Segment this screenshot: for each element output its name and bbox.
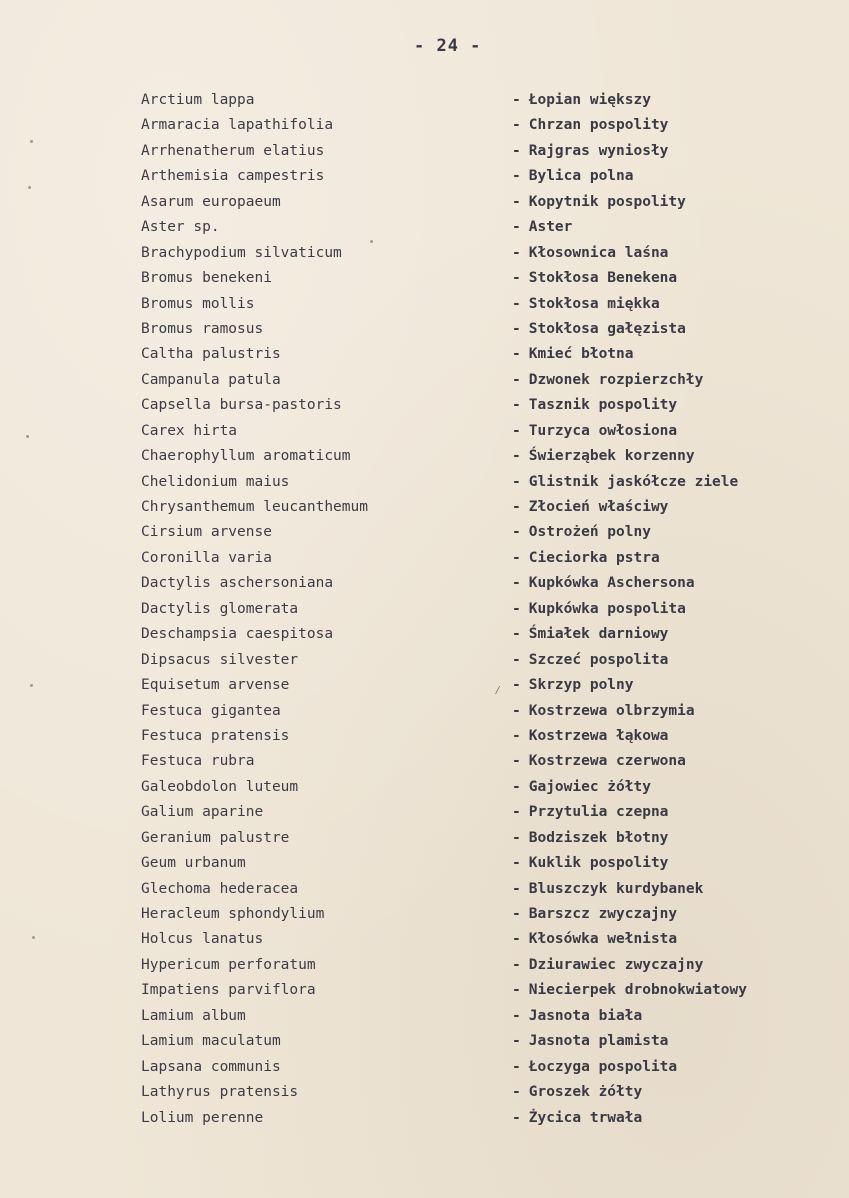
dash-separator: - <box>512 778 521 795</box>
polish-name <box>512 495 668 520</box>
polish-name <box>512 317 686 342</box>
latin-name: Impatiens parviflora <box>141 982 316 999</box>
dash-separator: - <box>512 982 521 999</box>
dash-separator: - <box>512 651 521 668</box>
polish-name <box>512 444 695 469</box>
latin-name: Chrysanthemum leucanthemum <box>141 499 368 515</box>
species-row <box>0 673 849 698</box>
dash-separator: - <box>512 931 521 948</box>
latin-name: Chaerophyllum aromaticum <box>141 448 351 465</box>
polish-name <box>512 699 695 724</box>
polish-name <box>512 419 677 444</box>
species-row <box>0 292 849 317</box>
dash-separator: - <box>512 677 521 694</box>
latin-name: Brachypodium silvaticum <box>141 244 342 261</box>
dash-separator: - <box>512 371 521 388</box>
polish-name-text: Życica trwała <box>528 1109 643 1126</box>
polish-name-text: Kłosownica laśna <box>528 244 669 261</box>
polish-name <box>512 775 651 800</box>
polish-name-text: Ostrożeń polny <box>528 524 651 541</box>
species-row <box>0 419 849 444</box>
latin-name: Bromus ramosus <box>141 320 264 337</box>
species-row <box>0 317 849 342</box>
dash-separator: - <box>512 880 521 897</box>
species-row <box>0 927 849 952</box>
polish-name <box>512 597 686 622</box>
dash-separator: - <box>512 92 521 108</box>
polish-name <box>512 1106 642 1131</box>
species-row <box>0 1106 849 1131</box>
species-row <box>0 1055 849 1080</box>
latin-name: Bromus benekeni <box>141 270 272 287</box>
latin-name: Lapsana communis <box>141 1058 281 1075</box>
species-row <box>0 800 849 825</box>
polish-name <box>512 978 747 1003</box>
polish-name <box>512 826 668 851</box>
species-row <box>0 622 849 647</box>
polish-name-text: Śmiałek darniowy <box>528 626 669 643</box>
polish-name <box>512 622 668 647</box>
species-row <box>0 953 849 978</box>
latin-name: Geranium palustre <box>141 829 290 846</box>
polish-name-text: Złocień właściwy <box>528 499 669 515</box>
polish-name-text: Świerząbek korzenny <box>528 448 695 465</box>
species-row <box>0 368 849 393</box>
polish-name-text: Szczeć pospolita <box>528 651 669 668</box>
latin-name: Galeobdolon luteum <box>141 778 299 795</box>
latin-name: Dipsacus silvester <box>141 651 299 668</box>
polish-name <box>512 571 695 596</box>
latin-name: Deschampsia caespitosa <box>141 626 334 643</box>
polish-name <box>512 902 677 927</box>
dash-separator: - <box>512 575 521 592</box>
dash-separator: - <box>512 397 521 414</box>
polish-name-text: Groszek żółty <box>528 1084 643 1101</box>
polish-name-text: Stokłosa gałęzista <box>528 320 686 337</box>
polish-name-text: Łoczyga pospolita <box>528 1058 678 1075</box>
latin-name: Heracleum sphondylium <box>141 906 325 922</box>
species-row <box>0 139 849 164</box>
dash-separator: - <box>512 702 521 719</box>
dash-separator: - <box>512 906 521 922</box>
paper-speck <box>28 186 31 189</box>
paper-speck <box>32 936 35 939</box>
polish-name-text: Przytulia czepna <box>528 804 669 821</box>
polish-name-text: Kopytnik pospolity <box>528 193 686 210</box>
species-row <box>0 241 849 266</box>
polish-name <box>512 88 651 113</box>
species-row <box>0 470 849 495</box>
species-row <box>0 724 849 749</box>
species-row <box>0 495 849 520</box>
dash-separator: - <box>512 829 521 846</box>
dash-separator: - <box>512 1084 521 1101</box>
polish-name-text: Stokłosa Benekena <box>528 270 678 287</box>
dash-separator: - <box>512 727 521 744</box>
latin-name: Armaracia lapathifolia <box>141 117 334 134</box>
latin-name: Lamium maculatum <box>141 1033 281 1050</box>
species-row <box>0 215 849 240</box>
polish-name <box>512 1080 642 1105</box>
polish-name-text: Rajgras wyniosły <box>528 142 669 159</box>
polish-name-text: Jasnota biała <box>528 1007 643 1024</box>
polish-name <box>512 724 668 749</box>
latin-name: Arthemisia campestris <box>141 168 325 185</box>
polish-name-text: Chrzan pospolity <box>528 117 669 134</box>
dash-separator: - <box>512 346 521 363</box>
polish-name <box>512 393 677 418</box>
polish-name <box>512 851 668 876</box>
species-row <box>0 749 849 774</box>
dash-separator: - <box>512 956 521 973</box>
polish-name-text: Stokłosa miękka <box>528 295 660 312</box>
polish-name <box>512 800 668 825</box>
polish-name-text: Kupkówka Aschersona <box>528 575 695 592</box>
latin-name: Carex hirta <box>141 422 238 439</box>
dash-separator: - <box>512 295 521 312</box>
latin-name: Bromus mollis <box>141 295 255 312</box>
species-row <box>0 597 849 622</box>
latin-name: Festuca gigantea <box>141 702 281 719</box>
polish-name <box>512 749 686 774</box>
species-row <box>0 902 849 927</box>
latin-name: Arrhenatherum elatius <box>141 142 325 159</box>
species-row <box>0 648 849 673</box>
polish-name-text: Bylica polna <box>528 168 634 185</box>
species-row <box>0 520 849 545</box>
latin-name: Lamium album <box>141 1007 246 1024</box>
latin-name: Glechoma hederacea <box>141 880 299 897</box>
dash-separator: - <box>512 499 521 515</box>
polish-name-text: Tasznik pospolity <box>528 397 678 414</box>
polish-name <box>512 877 703 902</box>
latin-name: Chelidonium maius <box>141 473 290 490</box>
dash-separator: - <box>512 626 521 643</box>
polish-name <box>512 241 668 266</box>
dash-separator: - <box>512 855 521 872</box>
paper-speck <box>26 435 29 438</box>
dash-separator: - <box>512 473 521 490</box>
polish-name <box>512 113 668 138</box>
latin-name: Holcus lanatus <box>141 931 264 948</box>
polish-name <box>512 342 634 367</box>
species-list <box>0 88 849 1131</box>
latin-name: Festuca rubra <box>141 753 255 770</box>
polish-name <box>512 266 677 291</box>
dash-separator: - <box>512 219 521 236</box>
dash-separator: - <box>512 1109 521 1126</box>
species-row <box>0 190 849 215</box>
polish-name <box>512 139 668 164</box>
polish-name <box>512 520 651 545</box>
polish-name <box>512 292 660 317</box>
species-row <box>0 877 849 902</box>
species-row <box>0 444 849 469</box>
species-row <box>0 1004 849 1029</box>
dash-separator: - <box>512 142 521 159</box>
paper-speck <box>30 140 33 143</box>
latin-name: Caltha palustris <box>141 346 281 363</box>
polish-name-text: Turzyca owłosiona <box>528 422 678 439</box>
species-row <box>0 164 849 189</box>
dash-separator: - <box>512 600 521 617</box>
polish-name <box>512 470 738 495</box>
polish-name-text: Cieciorka pstra <box>528 549 660 566</box>
species-row <box>0 851 849 876</box>
species-row <box>0 826 849 851</box>
polish-name <box>512 1055 677 1080</box>
species-row <box>0 978 849 1003</box>
species-row <box>0 775 849 800</box>
polish-name-text: Aster <box>528 219 573 236</box>
polish-name <box>512 546 660 571</box>
polish-name <box>512 1029 668 1054</box>
latin-name: Equisetum arvense <box>141 677 290 694</box>
species-row <box>0 699 849 724</box>
paper-speck <box>370 240 373 243</box>
latin-name: Capsella bursa-pastoris <box>141 397 342 414</box>
polish-name-text: Kłosówka wełnista <box>528 931 678 948</box>
polish-name-text: Gajowiec żółty <box>528 778 651 795</box>
species-row <box>0 266 849 291</box>
dash-separator: - <box>512 117 521 134</box>
species-row <box>0 571 849 596</box>
latin-name: Lolium perenne <box>141 1109 264 1126</box>
polish-name <box>512 164 634 189</box>
polish-name-text: Skrzyp polny <box>528 677 634 694</box>
dash-separator: - <box>512 524 521 541</box>
pencil-tick-mark: ⁄ <box>494 683 502 697</box>
polish-name-text: Kupkówka pospolita <box>528 600 686 617</box>
polish-name-text: Kmieć błotna <box>528 346 634 363</box>
polish-name-text: Kostrzewa olbrzymia <box>528 702 695 719</box>
polish-name <box>512 368 703 393</box>
latin-name: Asarum europaeum <box>141 193 281 210</box>
polish-name-text: Kuklik pospolity <box>528 855 669 872</box>
polish-name <box>512 648 668 673</box>
latin-name: Arctium lappa <box>141 92 255 108</box>
polish-name <box>512 1004 642 1029</box>
polish-name-text: Dziurawiec zwyczajny <box>528 956 704 973</box>
dash-separator: - <box>512 1058 521 1075</box>
latin-name: Aster sp. <box>141 219 220 236</box>
polish-name-text: Glistnik jaskółcze ziele <box>528 473 739 490</box>
paper-speck <box>30 684 33 687</box>
species-row <box>0 546 849 571</box>
species-row <box>0 88 849 113</box>
dash-separator: - <box>512 270 521 287</box>
polish-name <box>512 673 634 698</box>
polish-name-text: Bodziszek błotny <box>528 829 669 846</box>
polish-name-text: Jasnota plamista <box>528 1033 669 1050</box>
species-row <box>0 342 849 367</box>
polish-name <box>512 953 703 978</box>
dash-separator: - <box>512 753 521 770</box>
dash-separator: - <box>512 448 521 465</box>
latin-name: Festuca pratensis <box>141 727 290 744</box>
dash-separator: - <box>512 168 521 185</box>
species-row <box>0 1080 849 1105</box>
latin-name: Coronilla varia <box>141 549 272 566</box>
dash-separator: - <box>512 804 521 821</box>
polish-name-text: Łopian większy <box>528 92 651 108</box>
latin-name: Galium aparine <box>141 804 264 821</box>
species-row <box>0 113 849 138</box>
polish-name-text: Kostrzewa łąkowa <box>528 727 669 744</box>
polish-name-text: Bluszczyk kurdybanek <box>528 880 704 897</box>
dash-separator: - <box>512 422 521 439</box>
dash-separator: - <box>512 193 521 210</box>
dash-separator: - <box>512 1007 521 1024</box>
polish-name-text: Barszcz zwyczajny <box>528 906 678 922</box>
polish-name <box>512 215 572 240</box>
polish-name <box>512 190 686 215</box>
species-row <box>0 1029 849 1054</box>
polish-name <box>512 927 677 952</box>
latin-name: Geum urbanum <box>141 855 246 872</box>
dash-separator: - <box>512 244 521 261</box>
latin-name: Dactylis aschersoniana <box>141 575 334 592</box>
dash-separator: - <box>512 320 521 337</box>
polish-name-text: Niecierpek drobnokwiatowy <box>528 982 747 999</box>
dash-separator: - <box>512 1033 521 1050</box>
latin-name: Hypericum perforatum <box>141 956 316 973</box>
latin-name: Dactylis glomerata <box>141 600 299 617</box>
latin-name: Lathyrus pratensis <box>141 1084 299 1101</box>
polish-name-text: Kostrzewa czerwona <box>528 753 686 770</box>
dash-separator: - <box>512 549 521 566</box>
polish-name-text: Dzwonek rozpierzchły <box>528 371 704 388</box>
species-row <box>0 393 849 418</box>
page-number: - 24 - <box>414 36 482 56</box>
latin-name: Campanula patula <box>141 371 281 388</box>
latin-name: Cirsium arvense <box>141 524 272 541</box>
